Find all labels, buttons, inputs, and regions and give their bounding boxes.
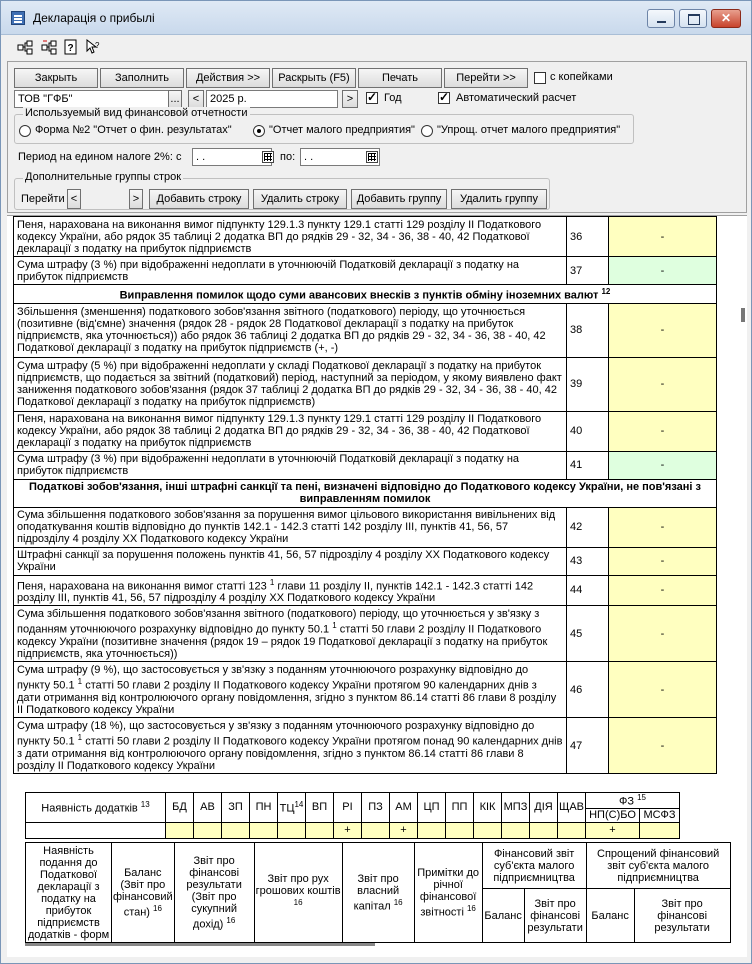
att-col-mpz: МПЗ — [502, 793, 530, 823]
row-number: 44 — [567, 575, 609, 606]
att-mark-cell[interactable]: + — [334, 822, 362, 838]
row-text: Сума штрафу (18 %), що застосовується у зв'язку з поданням уточнюючого розрахунку відповідно до пункту 50.1 $^1$ статті 50 глави 2 розділу ІІ Податкового кодексу України протягом понад 90 календарних днів з дати отримання від контролюючого органу повідомлення, згідно з пунктом 86.14 статті 86 глави 8 розділу ІІ Податкового кодексу України — [14, 718, 567, 774]
tree-collapse-icon[interactable] — [41, 39, 57, 55]
row-number: 47 — [567, 718, 609, 774]
att-col-am: АМ — [390, 793, 418, 823]
table-row — [14, 575, 717, 606]
att-col-pn: ПН — [250, 793, 278, 823]
att-mark-cell[interactable] — [640, 822, 680, 838]
table-row — [14, 217, 717, 257]
delete-row-button[interactable]: Удалить строку — [253, 189, 347, 209]
att-mark-cell[interactable] — [306, 822, 334, 838]
row-number: 38 — [567, 303, 609, 357]
att-col-msfz: МСФЗ — [640, 808, 680, 822]
row-number: 41 — [567, 451, 609, 479]
forms-subheader-balance: Баланс — [482, 889, 524, 943]
delete-group-button[interactable]: Удалить группу — [451, 189, 547, 209]
row-text: Сума штрафу (3 %) при відображенні недоплати в уточнюючій Податковій декларації з податку на прибуток підприємств — [14, 451, 567, 479]
org-field[interactable]: ТОВ "ГФБ" — [14, 90, 174, 108]
toolbar — [1, 35, 751, 59]
extra-groups-title: Дополнительные группы строк — [25, 171, 182, 183]
extra-goto-label: Перейти — [21, 193, 65, 205]
att-col-diya: ДІЯ — [530, 793, 558, 823]
forms-subheader-fin-results-2: Звіт про фінансові результати — [634, 889, 730, 943]
row-text: Пеня, нарахована на виконання вимог підпункту 129.1.3 пункту 129.1 статті 129 розділу ІІ Податкового кодексу України, або рядок 35 таблиці 2 додатка ВП до рядків 29 - 32, 34 - 36, 38 - 40, 42 Податкової декларації з податку на прибуток підприємств — [14, 217, 567, 257]
att-col-bd: БД — [166, 793, 194, 823]
row-value-cell[interactable]: - — [609, 575, 717, 606]
period-from-field[interactable]: . . — [192, 148, 272, 166]
att-mark-cell[interactable] — [418, 822, 446, 838]
forms-header-balance: Баланс (Звіт про фінансовий стан) $^{16}$ — [112, 843, 175, 943]
scroll-thumb[interactable] — [741, 308, 745, 322]
table-row — [14, 451, 717, 479]
app-icon — [11, 11, 25, 25]
row-number: 39 — [567, 357, 609, 411]
row-value-cell[interactable]: - — [609, 303, 717, 357]
att-mark-cell[interactable]: + — [390, 822, 418, 838]
row-text: Сума штрафу (3 %) при відображенні недоплати в уточнюючій Податковій декларації з податку на прибуток підприємств — [14, 257, 567, 285]
forms-header-cash-flow: Звіт про рух грошових коштів $^{16}$ — [254, 843, 342, 943]
table-row — [14, 411, 717, 451]
table-row — [14, 507, 717, 547]
row-value-cell[interactable]: - — [609, 547, 717, 575]
report-small-radio[interactable] — [253, 125, 265, 137]
title-bar — [1, 1, 751, 35]
att-col-shchav: ЩАВ — [558, 793, 586, 823]
row-text: Пеня, нарахована на виконання вимог підпункту 129.1.3 пункту 129.1 статті 129 розділу ІІ Податкового кодексу України, або рядок 38 таблиці 2 додатка ВП до рядків 29 - 32, 34 - 36, 38 - 40, 42 Податкової декларації з податку на прибуток підприємств — [14, 411, 567, 451]
calendar-to-icon[interactable] — [366, 151, 378, 163]
att-col-cp: ЦП — [418, 793, 446, 823]
att-col-zp: ЗП — [222, 793, 250, 823]
auto-calc-label: Автоматический расчет — [456, 92, 577, 104]
close-window-button[interactable] — [711, 9, 741, 28]
row-value-cell[interactable]: - — [609, 411, 717, 451]
goto-button[interactable]: Перейти >> — [444, 68, 528, 88]
row-value-cell[interactable]: - — [609, 451, 717, 479]
extra-next-button[interactable]: > — [129, 189, 143, 209]
row-value-cell[interactable]: - — [609, 257, 717, 285]
close-icon: ✕ — [720, 11, 732, 25]
actions-button[interactable]: Действия >> — [186, 68, 270, 88]
fill-button[interactable]: Заполнить — [100, 68, 184, 88]
report-small-label: "Отчет малого предприятия" — [269, 124, 415, 136]
declaration-content — [7, 215, 747, 957]
row-number: 42 — [567, 507, 609, 547]
row-text: Пеня, нарахована на виконання вимог статті 123 $^1$ глави 11 розділу ІІ, пунктів 142.1 - 142.3 статті 142 розділу ІІІ, пунктів 41, 56, 57 підрозділу 4 розділу ХХ Податкового кодексу України — [14, 575, 567, 606]
att-mark-label-cell — [26, 822, 166, 838]
att-mark-cell[interactable] — [222, 822, 250, 838]
attachments-table — [25, 792, 680, 839]
row-number: 36 — [567, 217, 609, 257]
forms-header-equity: Звіт про власний капітал $^{16}$ — [342, 843, 414, 943]
year-label: Год — [384, 92, 402, 104]
att-col-tc: ТЦ$^{14}$ — [278, 793, 306, 823]
period-to-field[interactable]: . . — [300, 148, 380, 166]
forms-table — [25, 842, 731, 943]
period-to-label: по: — [280, 151, 296, 163]
report-simplified-radio[interactable] — [421, 125, 433, 137]
report-form2-label: Форма №2 "Отчет о фин. результатах" — [35, 124, 232, 136]
expand-button[interactable]: Раскрыть (F5) — [272, 68, 356, 88]
att-mark-cell[interactable] — [278, 822, 306, 838]
row-text: Сума штрафу (9 %), що застосовується у зв'язку з поданням уточнюючого розрахунку відповідно до пункту 50.1 $^1$ статті 50 глави 2 розділу ІІ Податкового кодексу України протягом 90 календарних днів з дати отримання від контролюючого органу повідомлення, згідно з пунктом 86.14 статті 86 глави 8 розділу ІІ Податкового кодексу України — [14, 662, 567, 718]
att-mark-cell[interactable] — [474, 822, 502, 838]
auto-calc-checkbox[interactable] — [438, 92, 450, 104]
att-mark-cell[interactable] — [362, 822, 390, 838]
tree-expand-icon[interactable] — [17, 39, 33, 55]
row-number: 46 — [567, 662, 609, 718]
att-col-av: АВ — [194, 793, 222, 823]
att-mark-cell[interactable] — [194, 822, 222, 838]
maximize-button[interactable] — [679, 9, 707, 28]
att-mark-cell[interactable] — [502, 822, 530, 838]
att-mark-cell[interactable] — [558, 822, 586, 838]
att-col-pz: ПЗ — [362, 793, 390, 823]
forms-subheader-fin-results: Звіт про фінансові результати — [524, 889, 586, 943]
add-group-button[interactable]: Добавить группу — [351, 189, 447, 209]
row-number: 37 — [567, 257, 609, 285]
row-value-cell[interactable]: - — [609, 606, 717, 662]
vertical-scrollbar[interactable] — [739, 216, 747, 957]
with-copies-label: с копейками — [550, 71, 613, 83]
row-text: Штрафні санкції за порушення положень пунктів 41, 56, 57 підрозділу 4 розділу ХХ Податкового кодексу України — [14, 547, 567, 575]
extra-prev-button[interactable]: < — [67, 189, 81, 209]
close-button[interactable]: Закрыть — [14, 68, 98, 88]
table-row — [14, 547, 717, 575]
att-mark-cell[interactable] — [166, 822, 194, 838]
att-col-npsbo: НП(С)БО — [586, 808, 640, 822]
table-row — [14, 662, 717, 718]
print-button[interactable]: Печать — [358, 68, 442, 88]
declaration-table — [13, 216, 717, 774]
att-mark-cell[interactable]: + — [586, 822, 640, 838]
horizontal-scrollbar[interactable] — [25, 943, 375, 946]
forms-header-fin-results: Звіт про фінансові результати (Звіт про сукупний дохід) $^{16}$ — [174, 843, 254, 943]
forms-header-simplified: Спрощений фінансовий звіт суб'єкта малого підприємництва — [586, 843, 730, 889]
att-col-kik: КІК — [474, 793, 502, 823]
row-text: Збільшення (зменшення) податкового зобов'язання звітного (податкового) періоду, що уточнюється (позитивне (від'ємне) значення (рядок 28 - рядок 28 Податкової декларації з податку на прибуток підприємств, яка уточнюється)) або рядок 36 таблиці 2 додатка ВП до рядків 29 - 32, 34 - 36, 38 - 40, 42 Податкової декларації з податку на прибуток підприємств (+, -) — [14, 303, 567, 357]
svg-text:?: ? — [67, 43, 74, 54]
att-mark-cell[interactable] — [530, 822, 558, 838]
row-value-cell[interactable]: - — [609, 357, 717, 411]
year-field[interactable]: 2025 р. — [206, 90, 338, 108]
report-type-group — [14, 107, 634, 144]
svg-text:?: ? — [95, 41, 100, 50]
forms-header-notes: Примітки до річної фінансової звітності $^{16}$ — [414, 843, 482, 943]
period-label: Период на едином налоге 2%: с — [18, 151, 182, 163]
row-number: 40 — [567, 411, 609, 451]
att-col-pp: ПП — [446, 793, 474, 823]
table-row — [14, 718, 717, 774]
report-form2-radio[interactable] — [19, 125, 31, 137]
next-year-button[interactable]: > — [342, 90, 358, 108]
report-type-title: Используемый вид финансовой отчетности — [25, 107, 248, 119]
add-row-button[interactable]: Добавить строку — [149, 189, 249, 209]
att-col-ri: РІ — [334, 793, 362, 823]
table-row — [14, 257, 717, 285]
table-row — [14, 357, 717, 411]
row-value-cell[interactable]: - — [609, 507, 717, 547]
section-row — [14, 285, 717, 304]
forms-header-availability: Наявність подання до Податкової декларації з податку на прибуток підприємств додатків - форм — [26, 843, 112, 943]
help-icon[interactable] — [63, 39, 79, 55]
calendar-from-icon[interactable] — [262, 151, 274, 163]
att-mark-cell[interactable] — [446, 822, 474, 838]
control-panel — [7, 61, 747, 213]
row-value-cell[interactable]: - — [609, 718, 717, 774]
prev-year-button[interactable]: < — [188, 90, 204, 108]
pointer-help-icon[interactable] — [85, 39, 101, 55]
row-text: Сума збільшення податкового зобов'язання звітного (податкового) періоду, що уточнюється у зв'язку з поданням уточнюючого розрахунку відповідно до пункту 50.1 $^1$ статті 50 глави 2 розділу ІІ Податкового кодексу України (позитивне значення (рядок 19 – рядок 19 Податкової декларації з податку на прибуток підприємств, яка уточнюється)) — [14, 606, 567, 662]
row-value-cell[interactable]: - — [609, 217, 717, 257]
att-mark-cell[interactable] — [250, 822, 278, 838]
section-row — [14, 479, 717, 507]
section-header: Виправлення помилок щодо суми авансових внесків з пунктів обміну іноземних валют $^{12}$ — [14, 285, 717, 304]
with-copies-checkbox[interactable] — [534, 72, 546, 84]
minimize-button[interactable] — [647, 9, 675, 28]
row-number: 43 — [567, 547, 609, 575]
row-text: Сума штрафу (5 %) при відображенні недоплати у складі Податкової декларації з податку на прибуток підприємств, що подається за звітний (податковий) період, наступний за періодом, у якому виявлено факт заниження податкового зобов'язання (рядок 37 таблиці 2 додатка ВП до рядків 29 - 32, 34 - 36, 38 - 40, 42 Податкової декларації з податку на прибуток підприємств) — [14, 357, 567, 411]
row-number: 45 — [567, 606, 609, 662]
year-checkbox[interactable] — [366, 92, 378, 104]
attachments-label: Наявність додатків $^{13}$ — [26, 793, 166, 823]
report-simplified-label: "Упрощ. отчет малого предприятия" — [437, 124, 621, 136]
att-col-vp: ВП — [306, 793, 334, 823]
row-text: Сума збільшення податкового зобов'язання за порушення вимог цільового використання вивільнених від оподаткування коштів відповідно до пунктів 142.1 - 142.3 статті 142 розділу ІІІ, пунктів 41, 56, 57 підрозділу 4 розділу ХХ Податкового кодексу України — [14, 507, 567, 547]
section-header: Податкові зобов'язання, інші штрафні санкції та пені, визначені відповідно до Податкового кодексу України, не пов'язані з виправленням помилок — [14, 479, 717, 507]
window-title: Декларація о прибылі — [33, 11, 155, 25]
att-col-fz: ФЗ $^{15}$ — [586, 793, 680, 809]
forms-subheader-balance-2: Баланс — [586, 889, 634, 943]
row-value-cell[interactable]: - — [609, 662, 717, 718]
extra-groups-box — [14, 171, 550, 210]
org-select-button[interactable]: ... — [168, 90, 182, 108]
table-row — [14, 606, 717, 662]
table-row — [14, 303, 717, 357]
forms-header-small-enterprise: Фінансовий звіт суб'єкта малого підприємництва — [482, 843, 586, 889]
